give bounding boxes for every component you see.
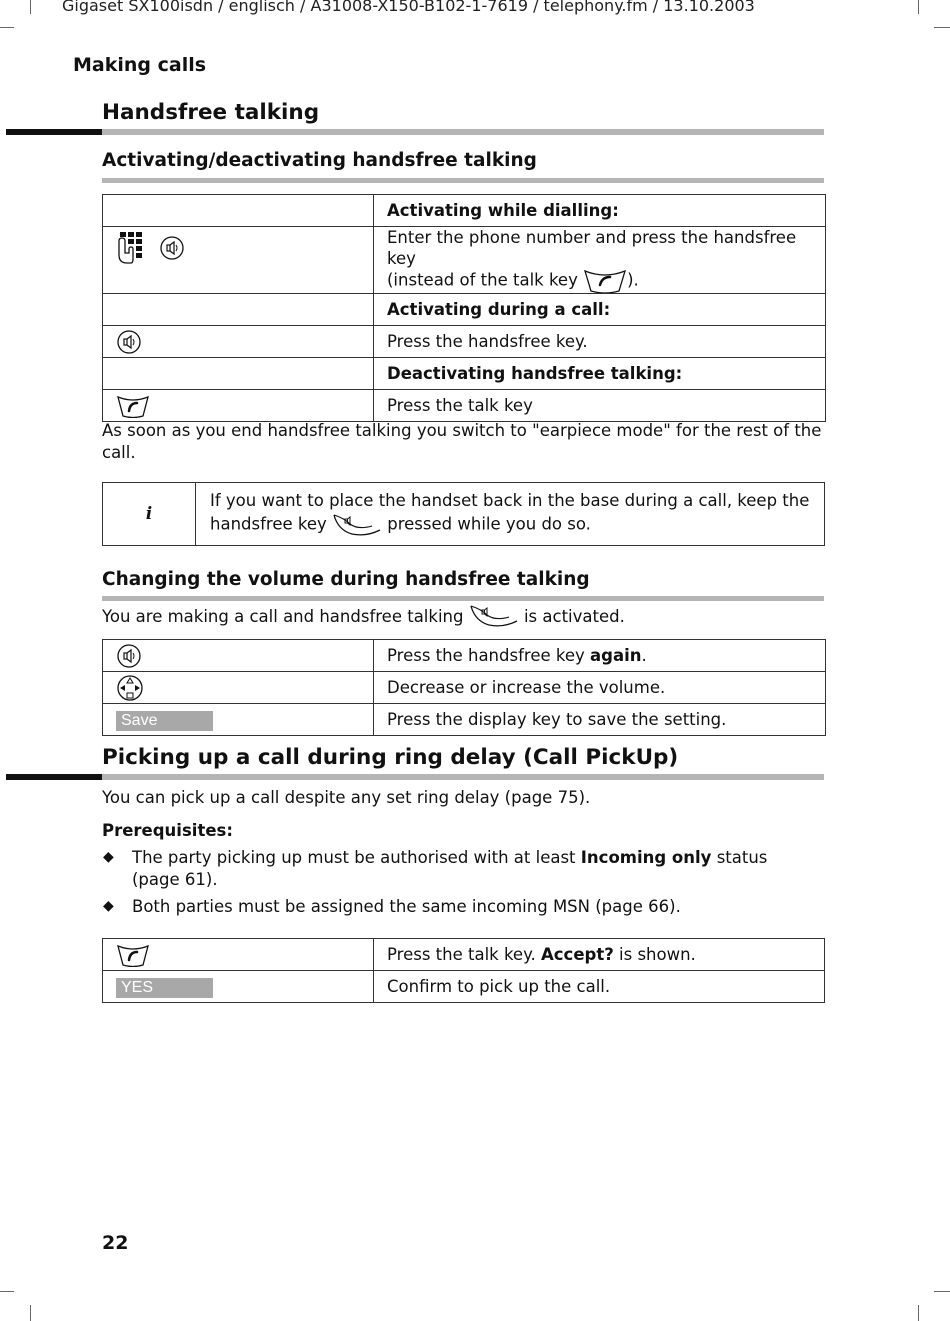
row-heading: Activating while dialling: — [374, 195, 826, 227]
table-row — [103, 390, 826, 422]
row-text-part: . — [641, 646, 647, 665]
handsfree-key-icon — [116, 329, 142, 355]
table-row — [103, 326, 826, 358]
bullet-text-part: status — [716, 848, 768, 867]
crop-mark — [0, 27, 14, 28]
key-cell — [103, 672, 374, 704]
running-head: Gigaset SX100isdn / englisch / A31008-X150-B102-1-7619 / telephony.fm / 13.10.2003 — [62, 0, 755, 15]
row-text-line: (instead of the talk key — [387, 270, 578, 290]
table-volume — [102, 639, 826, 736]
key-cell — [103, 640, 374, 672]
table-row — [103, 294, 826, 326]
row-text-part: Press the handsfree key — [387, 646, 585, 665]
table-row — [103, 358, 826, 390]
table-row — [103, 640, 826, 672]
crop-mark — [0, 1291, 14, 1292]
heading-bar-black — [6, 129, 102, 135]
paragraph-earpiece: As soon as you end handsfree talking you switch to "earpiece mode" for the rest of the call. — [102, 421, 822, 462]
handsfree-key-icon — [159, 235, 185, 261]
info-box — [102, 482, 825, 546]
yes-softkey[interactable]: YES — [116, 978, 213, 998]
heading-bar — [6, 129, 824, 135]
paragraph-pickup-intro: You can pick up a call despite any set ring delay (page 75). — [102, 788, 591, 807]
crop-mark — [918, 0, 919, 14]
row-text: Confirm to pick up the call. — [374, 971, 825, 1003]
table-row — [103, 672, 826, 704]
info-text — [196, 483, 825, 546]
crop-mark — [30, 1305, 31, 1321]
table-row — [103, 971, 825, 1003]
talk-key-icon — [583, 269, 627, 293]
bullet-item: Both parties must be assigned the same incoming MSN (page 66). — [132, 897, 681, 916]
key-cell — [103, 704, 374, 736]
table-row — [103, 227, 826, 294]
heading-pickup: Picking up a call during ring delay (Call PickUp) — [102, 745, 679, 770]
subheading-bar — [102, 178, 824, 183]
section-label: Making calls — [73, 54, 207, 76]
bullet-item — [132, 847, 822, 891]
info-text-line: If you want to place the handset back in the base during a call, keep the — [210, 491, 810, 510]
row-text — [374, 227, 826, 294]
info-icon: i — [103, 483, 196, 546]
table-pickup — [102, 938, 825, 1003]
heading-bar-grey — [102, 774, 824, 780]
talk-key-icon — [116, 943, 150, 967]
key-cell — [103, 195, 374, 227]
control-key-icon — [116, 674, 144, 702]
heading-bar-black — [6, 774, 102, 780]
row-heading: Activating during a call: — [374, 294, 826, 326]
key-cell — [103, 294, 374, 326]
key-cell — [103, 971, 374, 1003]
row-text-line: ). — [627, 270, 639, 290]
prerequisites-label: Prerequisites: — [102, 821, 233, 840]
page-number: 22 — [102, 1232, 129, 1254]
row-text: Press the talk key — [374, 390, 826, 422]
bullet-glyph: ◆ — [103, 849, 114, 865]
table-row — [103, 195, 826, 227]
intro-text: You are making a call and handsfree talking — [102, 607, 464, 626]
key-cell — [103, 358, 374, 390]
heading-handsfree: Handsfree talking — [102, 100, 320, 125]
crop-mark — [30, 0, 31, 14]
subheading-activating: Activating/deactivating handsfree talking — [102, 150, 537, 171]
row-text: Decrease or increase the volume. — [374, 672, 826, 704]
row-text-line: Enter the phone number and press the handsfree key — [387, 228, 797, 268]
bullet-text-bold: Incoming only — [580, 848, 712, 867]
info-text-line: handsfree key — [210, 514, 327, 534]
keypad-icon — [116, 231, 148, 265]
row-text — [374, 640, 826, 672]
row-text: Press the display key to save the setting. — [374, 704, 826, 736]
row-text-bold: again — [590, 646, 642, 665]
bullet-glyph: ◆ — [103, 898, 114, 914]
talk-key-icon — [116, 394, 150, 418]
row-heading: Deactivating handsfree talking: — [374, 358, 826, 390]
crop-mark — [918, 1305, 919, 1321]
info-text-line: pressed while you do so. — [387, 514, 591, 534]
crop-mark — [934, 27, 950, 28]
intro-text: is activated. — [523, 607, 625, 626]
table-row — [103, 939, 825, 971]
row-text-part: Press the talk key. — [387, 945, 536, 964]
paragraph-volume-intro — [102, 606, 832, 629]
key-cell — [103, 326, 374, 358]
subheading-bar — [102, 596, 824, 601]
table-activating — [102, 194, 826, 422]
row-text-bold: Accept? — [540, 945, 614, 964]
subheading-volume: Changing the volume during handsfree talking — [102, 569, 590, 590]
key-cell — [103, 390, 374, 422]
row-text — [374, 939, 825, 971]
heading-bar-grey — [102, 129, 824, 135]
heading-bar — [6, 774, 824, 780]
bullet-text-part: The party picking up must be authorised with at least — [132, 848, 576, 867]
key-cell — [103, 939, 374, 971]
table-row — [103, 704, 826, 736]
row-text-part: is shown. — [619, 945, 696, 964]
handsfree-key-icon — [332, 512, 382, 538]
row-text: Press the handsfree key. — [374, 326, 826, 358]
crop-mark — [934, 1291, 950, 1292]
bullet-text-part: (page 61). — [132, 870, 218, 889]
save-softkey[interactable]: Save — [116, 711, 213, 731]
handsfree-key-icon — [469, 603, 519, 629]
key-cell — [103, 227, 374, 294]
handsfree-key-icon — [116, 643, 142, 669]
